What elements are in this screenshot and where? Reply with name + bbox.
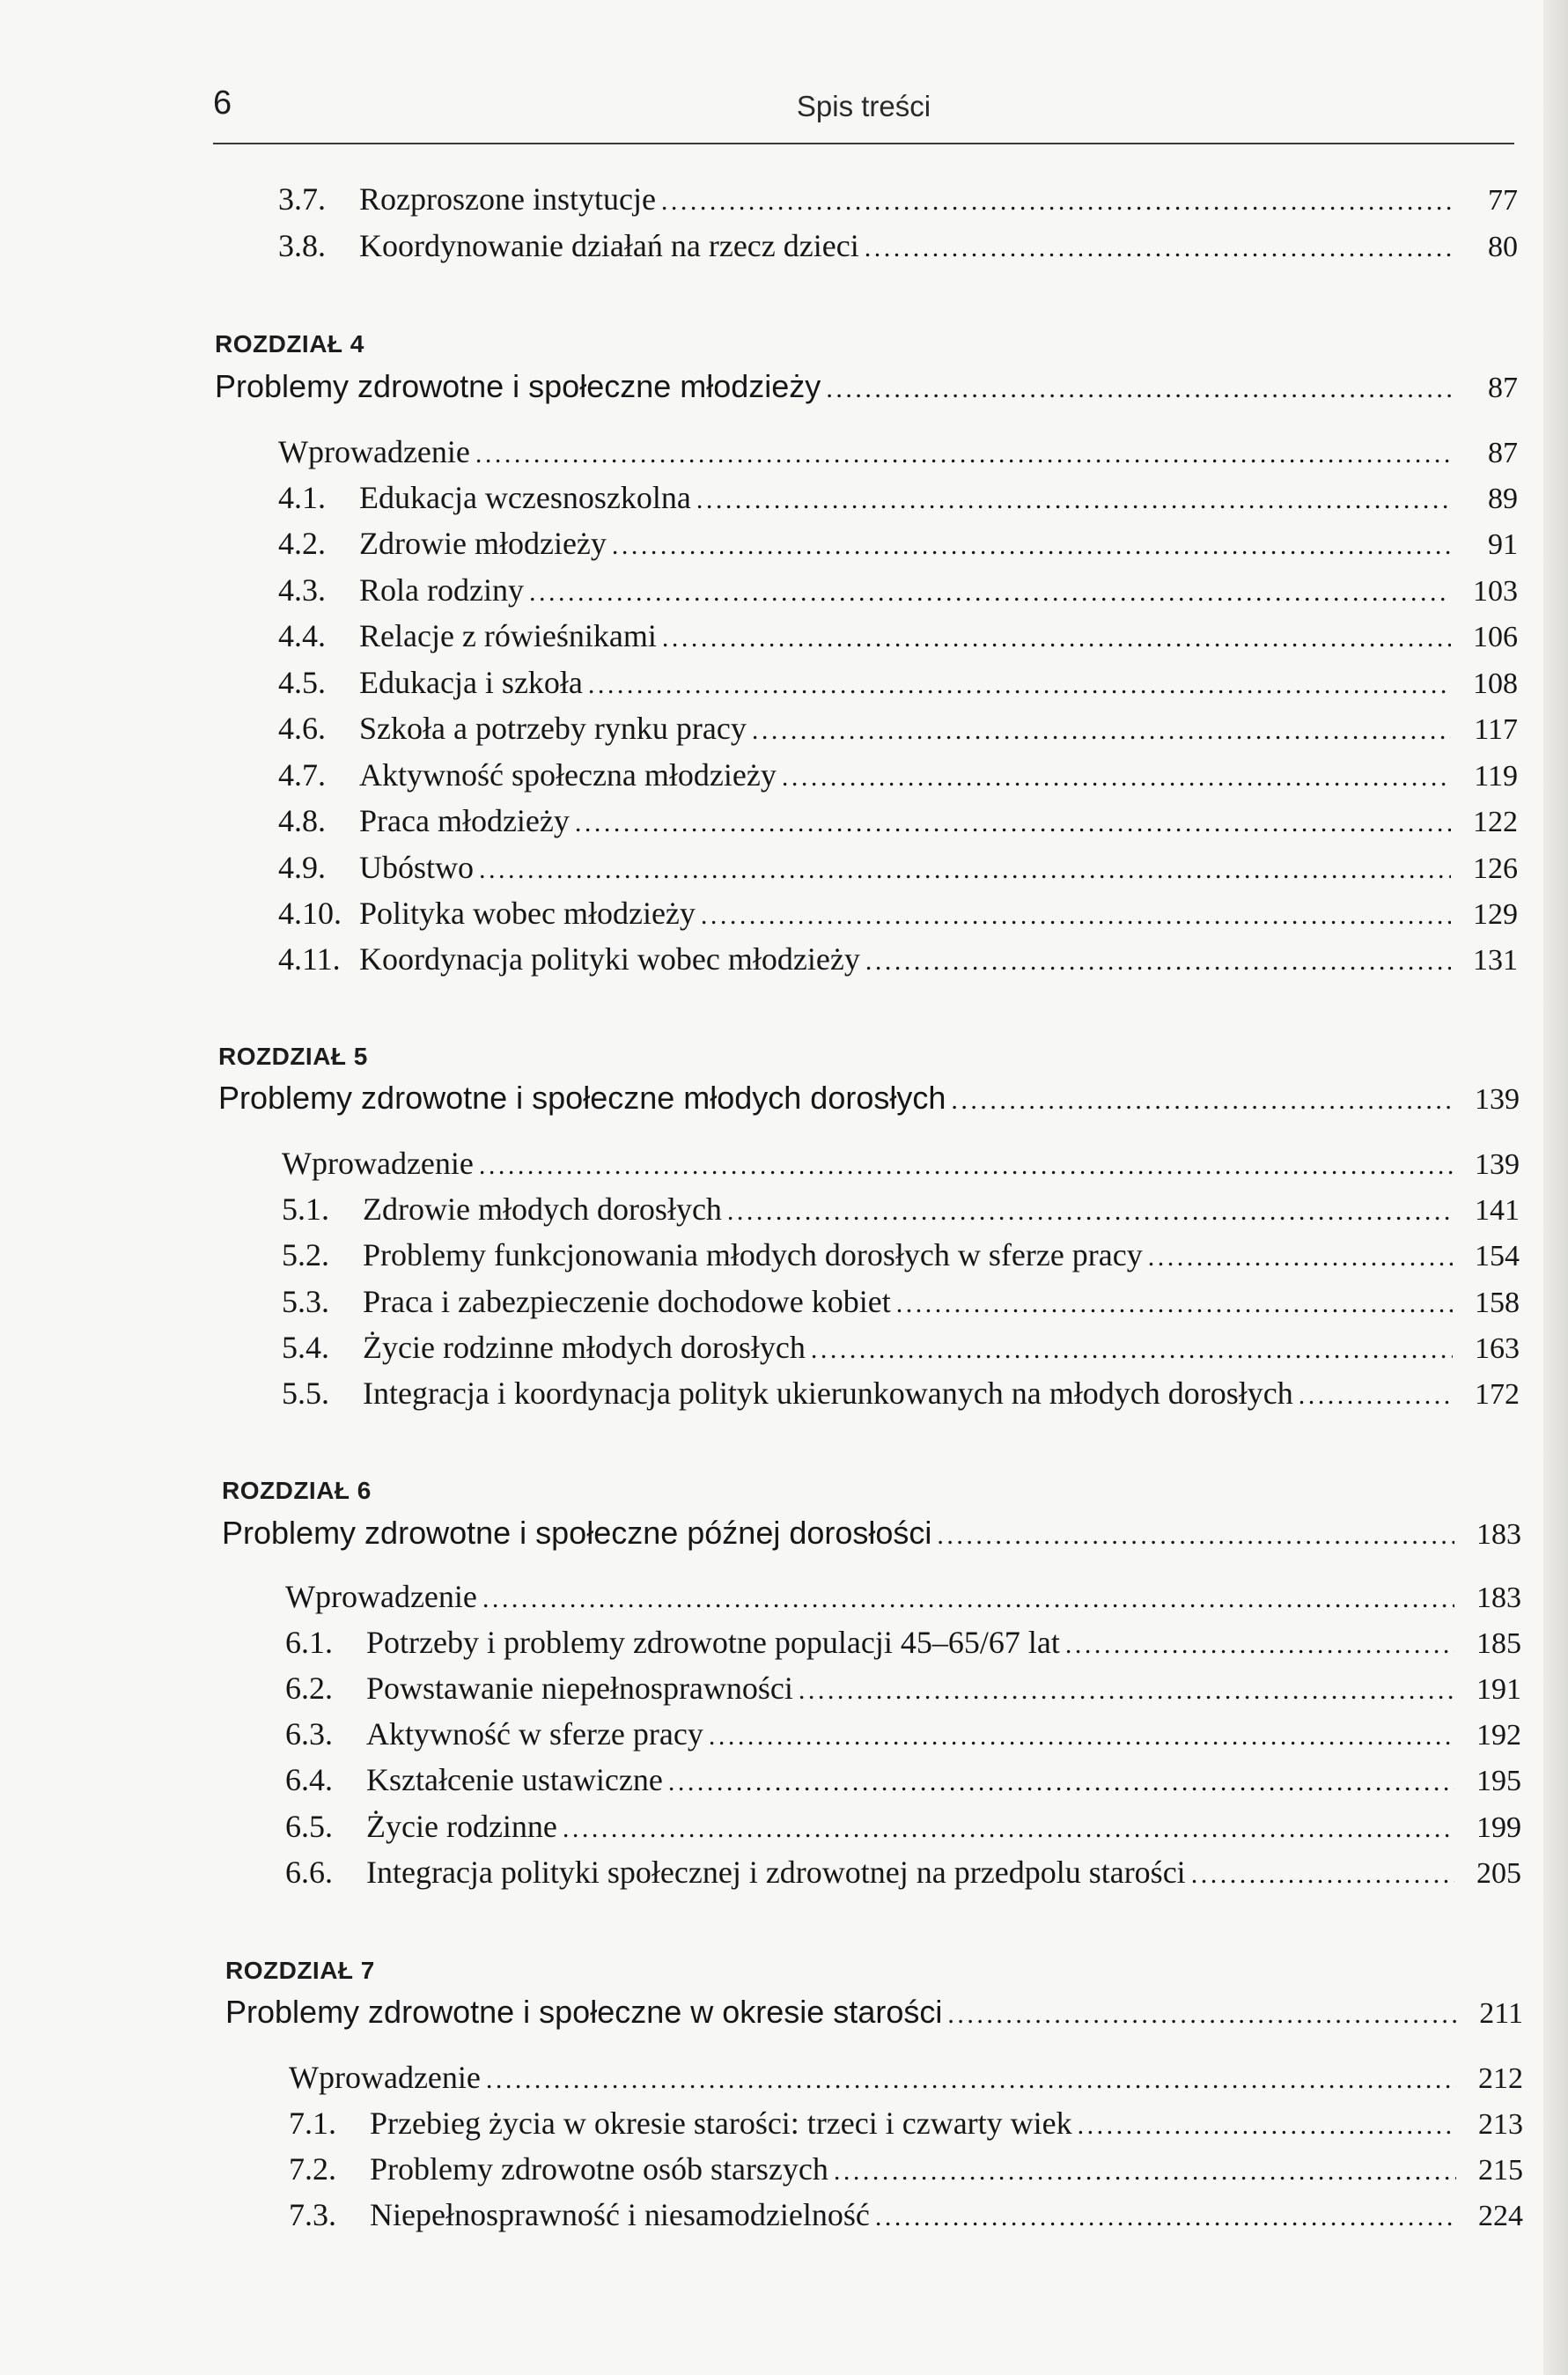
dot-leader	[1078, 2111, 1456, 2141]
toc-entry	[278, 849, 1518, 886]
toc-entry-page: 89	[1488, 483, 1518, 515]
dot-leader	[701, 901, 1451, 931]
toc-entry-page: 131	[1473, 944, 1518, 977]
dot-leader	[727, 1197, 1453, 1227]
chapter-label: ROZDZIAŁ 4	[215, 330, 364, 358]
dot-leader	[696, 485, 1451, 515]
dot-leader	[575, 808, 1451, 838]
toc-entry-page: 119	[1474, 760, 1518, 793]
chapter-title-row	[218, 1080, 1520, 1117]
dot-leader	[709, 1722, 1454, 1752]
toc-entry	[278, 181, 1518, 218]
toc-entry-page: 117	[1474, 713, 1518, 746]
toc-entry-page: 126	[1473, 852, 1518, 885]
chapter-title-row	[225, 1994, 1523, 2031]
dot-leader	[834, 2157, 1456, 2187]
toc-entry-page: 205	[1476, 1857, 1521, 1890]
chapter-title: Problemy zdrowotne i społeczne późnej dorosłości	[222, 1515, 932, 1551]
toc-entry-page: 185	[1476, 1627, 1521, 1660]
toc-entry	[282, 1283, 1520, 1320]
toc-entry	[285, 1670, 1521, 1707]
dot-leader	[865, 233, 1451, 263]
toc-entry-title: Relacje z rówieśnikami	[359, 618, 657, 653]
toc-entry	[282, 1329, 1520, 1366]
toc-entry-number: 4.11.	[278, 941, 341, 977]
toc-entry-number: 4.2.	[278, 526, 326, 561]
toc-entry-title: Praca młodzieży	[359, 803, 570, 838]
dot-leader	[662, 623, 1451, 653]
toc-entry-number: 4.9.	[278, 850, 326, 885]
toc-entry-page: 141	[1475, 1194, 1520, 1227]
toc-entry-title: Niepełnosprawność i niesamodzielność	[370, 2197, 870, 2232]
toc-entry-number: 4.4.	[278, 618, 326, 653]
toc-entry-page: 122	[1473, 806, 1518, 838]
chapter-page: 139	[1475, 1083, 1520, 1116]
toc-entry-page: 80	[1488, 231, 1518, 263]
dot-leader	[563, 1814, 1454, 1844]
dot-leader	[752, 716, 1451, 746]
toc-entry-number: 4.10.	[278, 896, 342, 931]
toc-entry-title: Wprowadzenie	[282, 1146, 474, 1181]
toc-entry-number: 5.2.	[282, 1237, 329, 1272]
toc-entry-number: 7.2.	[289, 2151, 336, 2187]
toc-entry-number: 3.8.	[278, 228, 326, 263]
dot-leader	[1148, 1243, 1453, 1272]
toc-entry-title: Przebieg życia w okresie starości: trzeci i czwarty wiek	[370, 2106, 1072, 2141]
toc-entry-page: 215	[1478, 2154, 1523, 2187]
toc-entry	[282, 1375, 1520, 1412]
toc-entry-title: Integracja polityki społecznej i zdrowotnej na przedpolu starości	[366, 1855, 1186, 1890]
toc-entry-page: 108	[1473, 668, 1518, 700]
toc-entry	[278, 664, 1518, 701]
toc-entry	[282, 1191, 1520, 1228]
chapter-label: ROZDZIAŁ 5	[218, 1043, 368, 1070]
toc-entry-number: 6.4.	[285, 1762, 333, 1797]
toc-entry-title: Polityka wobec młodzieży	[359, 896, 696, 931]
dot-leader	[668, 1767, 1454, 1797]
toc-entry-title: Integracja i koordynacja polityk ukierunkowanych na młodych dorosłych	[363, 1376, 1293, 1411]
dot-leader	[479, 1151, 1453, 1181]
dot-leader	[947, 2000, 1456, 2030]
toc-entry-number: 5.5.	[282, 1376, 329, 1411]
toc-entry-number: 4.5.	[278, 665, 326, 700]
toc-entry-number: 4.8.	[278, 803, 326, 838]
dot-leader	[482, 1584, 1454, 1614]
toc-entry-number: 3.7.	[278, 181, 326, 217]
toc-entry-title: Problemy zdrowotne osób starszych	[370, 2151, 828, 2187]
toc-entry-title: Rozproszone instytucje	[359, 181, 656, 217]
toc-entry	[278, 572, 1518, 609]
toc-entry-title: Wprowadzenie	[285, 1579, 477, 1614]
toc-entry-page: 172	[1475, 1378, 1520, 1411]
toc-entry	[278, 895, 1518, 932]
toc-entry-title: Zdrowie młodzieży	[359, 526, 607, 561]
toc-entry-page: 139	[1475, 1148, 1520, 1181]
toc-entry-number: 4.7.	[278, 757, 326, 793]
toc-entry-page: 192	[1476, 1719, 1521, 1752]
dot-leader	[782, 763, 1451, 793]
toc-entry	[278, 756, 1518, 793]
dot-leader	[937, 1521, 1454, 1551]
toc-entry-title: Rola rodziny	[359, 572, 524, 608]
toc-entry-page: 154	[1475, 1240, 1520, 1272]
toc-entry-page: 106	[1473, 621, 1518, 653]
toc-entry-page: 183	[1476, 1582, 1521, 1614]
toc-entry-number: 6.2.	[285, 1671, 333, 1706]
toc-entry-title: Potrzeby i problemy zdrowotne populacji 45–65/67 lat	[366, 1625, 1060, 1660]
toc-entry-title: Wprowadzenie	[289, 2060, 481, 2095]
toc-entry-title: Praca i zabezpieczenie dochodowe kobiet	[363, 1284, 891, 1319]
toc-entry	[285, 1624, 1521, 1661]
toc-entry	[289, 2059, 1523, 2096]
dot-leader	[1299, 1381, 1453, 1411]
toc-entry-title: Edukacja i szkoła	[359, 665, 583, 700]
toc-entry	[278, 479, 1518, 516]
toc-entry	[289, 2105, 1523, 2142]
page-edge	[1543, 0, 1568, 2375]
toc-entry-number: 6.3.	[285, 1716, 333, 1752]
toc-entry-page: 224	[1478, 2200, 1523, 2232]
dot-leader	[588, 670, 1451, 700]
toc-entry	[285, 1578, 1521, 1615]
page-number: 6	[213, 85, 232, 122]
toc-entry-page: 195	[1476, 1765, 1521, 1797]
chapter-title: Problemy zdrowotne i społeczne młodzieży	[215, 368, 821, 404]
chapter-page: 183	[1476, 1518, 1521, 1551]
toc-entry-number: 7.3.	[289, 2197, 336, 2232]
chapter-page: 87	[1488, 372, 1518, 404]
toc-entry-page: 158	[1475, 1287, 1520, 1319]
dot-leader	[612, 531, 1451, 561]
toc-entry	[282, 1236, 1520, 1273]
toc-entry-number: 5.4.	[282, 1330, 329, 1365]
toc-entry	[289, 2150, 1523, 2187]
toc-entry-page: 213	[1478, 2108, 1523, 2141]
dot-leader	[529, 578, 1451, 608]
toc-entry	[278, 802, 1518, 839]
page-header	[213, 85, 1514, 144]
chapter-label: ROZDZIAŁ 7	[225, 1957, 375, 1984]
toc-entry-page: 212	[1478, 2062, 1523, 2095]
toc-entry-title: Kształcenie ustawiczne	[366, 1762, 663, 1797]
chapter-title: Problemy zdrowotne i społeczne młodych dorosłych	[218, 1080, 946, 1116]
toc-entry	[285, 1715, 1521, 1752]
toc-entry-number: 5.3.	[282, 1284, 329, 1319]
toc-entry-page: 77	[1488, 184, 1518, 217]
toc-entry	[285, 1761, 1521, 1798]
toc-entry-page: 103	[1473, 575, 1518, 608]
dot-leader	[486, 2065, 1456, 2095]
chapter-title-row	[215, 368, 1518, 405]
toc-entry-title: Szkoła a potrzeby rynku pracy	[359, 711, 747, 746]
toc-entry-number: 4.3.	[278, 572, 326, 608]
toc-entry	[278, 617, 1518, 654]
toc-entry-title: Powstawanie niepełnosprawności	[366, 1671, 793, 1706]
chapter-label: ROZDZIAŁ 6	[222, 1477, 372, 1504]
toc-entry-number: 7.1.	[289, 2106, 336, 2141]
dot-leader	[799, 1676, 1454, 1706]
running-title: Spis treści	[796, 90, 931, 122]
chapter-page: 211	[1479, 1997, 1523, 2030]
toc-entry	[278, 227, 1518, 264]
toc-entry-page: 199	[1476, 1811, 1521, 1844]
dot-leader	[826, 374, 1451, 404]
toc-entry-title: Koordynacja polityki wobec młodzieży	[359, 941, 860, 977]
toc-entry-number: 4.1.	[278, 480, 326, 515]
toc-entry-page: 191	[1476, 1673, 1521, 1706]
toc-entry-title: Wprowadzenie	[278, 434, 470, 469]
dot-leader	[865, 947, 1451, 977]
toc-entry-title: Zdrowie młodych dorosłych	[363, 1191, 722, 1227]
dot-leader	[475, 439, 1451, 469]
toc-entry-number: 5.1.	[282, 1191, 329, 1227]
dot-leader	[896, 1289, 1453, 1319]
toc-entry-page: 91	[1488, 528, 1518, 561]
toc-entry	[285, 1854, 1521, 1891]
toc-entry-number: 6.5.	[285, 1809, 333, 1844]
toc-entry-number: 6.1.	[285, 1625, 333, 1660]
toc-entry-title: Edukacja wczesnoszkolna	[359, 480, 691, 515]
toc-entry	[285, 1808, 1521, 1845]
toc-entry-title: Życie rodzinne młodych dorosłych	[363, 1330, 806, 1365]
toc-entry	[289, 2196, 1523, 2233]
chapter-title-row	[222, 1515, 1521, 1552]
toc-entry-title: Problemy funkcjonowania młodych dorosłych w sferze pracy	[363, 1237, 1143, 1272]
toc-entry	[278, 710, 1518, 747]
dot-leader	[875, 2202, 1456, 2232]
toc-entry-title: Ubóstwo	[359, 850, 475, 885]
toc-entry	[282, 1145, 1520, 1182]
dot-leader	[951, 1086, 1453, 1116]
toc-entry	[278, 525, 1518, 562]
dot-leader	[479, 855, 1451, 885]
chapter-title: Problemy zdrowotne i społeczne w okresie starości	[225, 1994, 943, 2030]
dot-leader	[811, 1335, 1453, 1365]
toc-entry-number: 6.6.	[285, 1855, 333, 1890]
toc-entry-title: Aktywność w sferze pracy	[366, 1716, 703, 1752]
toc-entry-page: 87	[1488, 437, 1518, 469]
toc-entry-number: 4.6.	[278, 711, 326, 746]
dot-leader	[661, 187, 1451, 217]
toc-entry	[278, 940, 1518, 977]
toc-entry-title: Życie rodzinne	[366, 1809, 557, 1844]
dot-leader	[1065, 1630, 1454, 1660]
toc-entry-page: 129	[1473, 898, 1518, 931]
toc-entry-page: 163	[1475, 1332, 1520, 1365]
toc-entry-title: Koordynowanie działań na rzecz dzieci	[359, 228, 859, 263]
dot-leader	[1191, 1860, 1454, 1890]
toc-entry-title: Aktywność społeczna młodzieży	[359, 757, 777, 793]
toc-entry	[278, 433, 1518, 470]
